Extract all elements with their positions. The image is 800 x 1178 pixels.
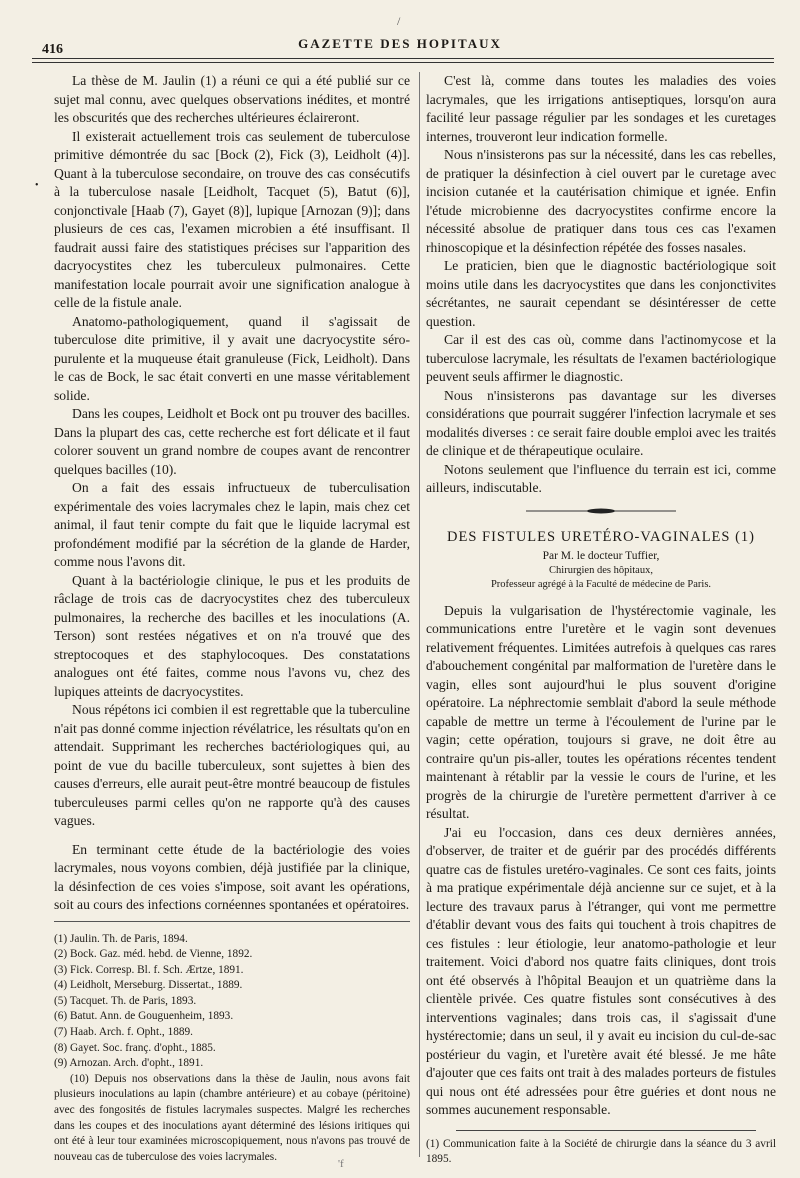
footnote: (5) Tacquet. Th. de Paris, 1893. [54, 994, 197, 1007]
header-mark: / [397, 14, 401, 28]
paragraph: La thèse de M. Jaulin (1) a réuni ce qui a été publié sur ce sujet mal connu, avec quelques observations inédites, et montré les obscurités que des recherches ultérieures éclaireront. [54, 73, 410, 125]
paragraph: Le praticien, bien que le diagnostic bactériologique soit moins utile dans les dacryocystites que dans les conjonctivites sécrétantes, ne saurait cependant se désintéresser de cette question. [426, 258, 776, 329]
paragraph: On a fait des essais infructueux de tuberculisation expérimentale des voies lacrymales chez le lapin, mais chez cet animal, il faut tenir compte du fait que le liquide lacrymal est profondément modifié par la sécrétion de la glande de Harder, comme nous l'avons dit. [54, 480, 410, 569]
paragraph: Nous n'insisterons pas sur la nécessité, dans les cas rebelles, de pratiquer la désinfection à ciel ouvert par le curetage avec incision cutanée et la cautérisation chimique et ignée. Enfin l'étude microbienne des dacryocystites confirme encore la nécessité absolue de pratiquer dans tous ces cas l'examen rhinoscopique et la désinfection répétée des fosses nasales. [426, 147, 776, 255]
article-title: DES FISTULES URETÉRO-VAGINALES (1) [446, 529, 756, 545]
paragraph: En terminant cette étude de la bactériologie des voies lacrymales, nous voyons combien, déjà justifiée par la clinique, la désinfection de ces voies s'impose, soit avant les opérations, soit au cours des infections cornéennes spontanées et opératoires. [54, 841, 410, 912]
paragraph: Car il est des cas où, comme dans l'actinomycose et la tuberculose lacrymale, les résultats de l'examen bactériologique peuvent seuls affirmer le diagnostic. [426, 332, 776, 384]
header-rule-2 [32, 62, 774, 63]
footnote: (1) Jaulin. Th. de Paris, 1894. [54, 932, 188, 945]
paragraph: Nous répétons ici combien il est regrettable que la tuberculine n'ait pas donné comme injection révélatrice, les résultats qu'on en attendait. Supprimant les recherches bactériologiques qui, au point de vue du bacille tuberculeux, sont sujettes à bien des causes d'erreurs, elle aurait peut-être montré beaucoup de fistules tuberculeuses parmi celles qu'on ne rapporte qu'à des causes vagues. [54, 702, 410, 828]
paragraph: J'ai eu l'occasion, dans ces deux dernières années, d'observer, de traiter et de guérir par des procédés différents quatre cas de fistules uretéro-vaginales. Ce sont ces faits, joints à ma pratique expérimentale déjà ancienne sur ce sujet, et à la lecture des travaux parus à l'étranger, qui vont me permettre d'établir devant vous des faits qui touchent à trois chapitres de ces fistules : leur étiologie, leur anatomo-pathologie et leur traitement. Voici d'abord nos quatre faits cliniques, dont trois ont été observés à l'hôpital Beaujon et un quatrième dans la clientèle privée. Ces quatre fistules sont consécutives à des interventions vaginales; dans trois cas, il s'agissait d'une hystérectomie; dans un seul, il y avait eu incision du cul-de-sac postérieur du vagin, et l'uretère avait été blessé. Je me hâte d'ajouter que ces faits ont trait à des malades porteurs de fistules qui nous ont été adressées pour être guéries et dont nous ne sommes aucunement responsable. [426, 824, 776, 1117]
paragraph: Quant à la bactériologie clinique, le pus et les produits de râclage de trois cas de dacryocystites chez des tuberculeux pulmonaires, la recherche des bacilles et les inoculations (A. Terson) sont restées négatives et on n'a trouvé que des streptocoques et des staphylocoques. Des constatations analogues ont été faites, comme nous l'avons vu, chez des lupiques atteints de dacryocystites. [54, 572, 410, 699]
footnote: (2) Bock. Gaz. méd. hebd. de Vienne, 1892. [54, 948, 253, 961]
page-number: 416 [42, 42, 63, 57]
column-divider [419, 72, 420, 1157]
footnote: (4) Leidholt, Merseburg. Dissertat., 1889. [54, 979, 243, 992]
running-title: GAZETTE DES HOPITAUX [298, 36, 502, 51]
paragraph: C'est là, comme dans toutes les maladies des voies lacrymales, que les irrigations antiseptiques, lorsqu'on aura facilité leur passage régulier par les sondages et les curetages internes, trouveront leur indication formelle. [426, 73, 776, 144]
footnote: (7) Haab. Arch. f. Opht., 1889. [54, 1026, 193, 1039]
paragraph: Dans les coupes, Leidholt et Bock ont pu trouver des bacilles. Dans la plupart des cas, cette recherche est fort délicate et il faut colorer souvent un grand nombre de coupes avant de rencontrer quelques bacilles (10). [54, 406, 410, 477]
article-footnote: (1) Communication faite à la Société de chirurgie dans la séance du 3 avril 1895. [426, 1137, 776, 1166]
footnote: (6) Batut. Ann. de Gouguenheim, 1893. [54, 1010, 234, 1023]
margin-bullet: • [35, 180, 39, 191]
footnote-separator [456, 1130, 756, 1131]
right-column [426, 72, 776, 1168]
footnote: (10) Depuis nos observations dans la thèse de Jaulin, nous avons fait plusieurs inoculations au lapin (chambre antérieure) et au cobaye (péritoine) avec des fongosités de fistules lacrymales suspectes. Malgré les recherches dans les coupes et des inoculations ayant déterminé des lésions iritiques qui ont été à leur tour examinées microscopiquement, nous n'avons pas trouvé de nouveau cas de tuberculose des voies lacrymales. [54, 1072, 410, 1163]
paragraph: Anatomo-pathologiquement, quand il s'agissait de tuberculose dite primitive, il y avait une dacryocystite séro-purulente et la muqueuse était granuleuse (Fick, Leidholt). Dans le cas de Bock, le sac était converti en une masse véritablement solide. [54, 313, 410, 403]
footnotes [54, 932, 410, 1166]
header-rule [32, 58, 774, 59]
paragraph: Nous n'insisterons pas davantage sur les diverses considérations que pourrait suggérer l'infection lacrymale et ses modalités diverses : ce serait faire double emploi avec les traités de clinique et de thérapeutique oculaire. [426, 387, 776, 458]
footnote: (8) Gayet. Soc. franç. d'opht., 1885. [54, 1041, 216, 1054]
paragraph: Il existerait actuellement trois cas seulement de tuberculose primitive démontrée du sac [Bock (2), Fick (3), Leidholt (4)]. Quant à la tuberculose secondaire, on trouve des cas consécutifs à la tuberculose nasale [Leidholt, Tacquet (5), Batut (6)], conjonctivale [Haab (7), Gayet (8)], lupique [Arnozan (9)]; dans plusieurs de ces cas, l'examen microbien a été insuffisant. Il faudrait aussi faire des statistiques précises sur l'apparition des dacryocystites chez les tuberculeux pulmonaires. Cette manifestation locale pourrait avoir une signification analogue à celle de la fistule anale. [54, 128, 410, 310]
ornament-divider [426, 502, 776, 521]
footnote: (9) Arnozan. Arch. d'opht., 1891. [54, 1057, 204, 1070]
author-role: Chirurgien des hôpitaux, [549, 564, 653, 576]
paragraph: Depuis la vulgarisation de l'hystérectomie vaginale, les communications entre l'uretère et le vagin sont devenues relativement fréquentes. Limitées autrefois à quelques cas rares d'abouchement congénital par malformation de l'uretère dans le vagin, elles sont aujourd'hui le plus souvent d'origine opératoire. La néphrectomie semblait d'abord la seule méthode capable de mettre un terme à l'écoulement de l'urine par le vagin; cette opération, toujours si grave, ne doit être au contraire qu'un pis-aller, toutes les opérations récentes tendent maintenant à rétablir par la vessie le cours de l'urine, et les progrès de la chirurgie de l'uretère permettent d'arriver à ce résultat. [426, 602, 776, 821]
left-column [54, 72, 410, 1165]
ornament-icon [526, 507, 676, 515]
article-byline: Par M. le docteur Tuffier, [542, 549, 660, 562]
footer-mark: 'f [338, 1158, 344, 1170]
author-affiliation: Professeur agrégé à la Faculté de médecine de Paris. [490, 578, 712, 590]
paragraph: Notons seulement que l'influence du terrain est ici, comme ailleurs, indiscutable. [426, 461, 776, 495]
footnote-separator [54, 921, 410, 922]
footnote: (3) Fick. Corresp. Bl. f. Sch. Ærtze, 1891. [54, 963, 244, 976]
